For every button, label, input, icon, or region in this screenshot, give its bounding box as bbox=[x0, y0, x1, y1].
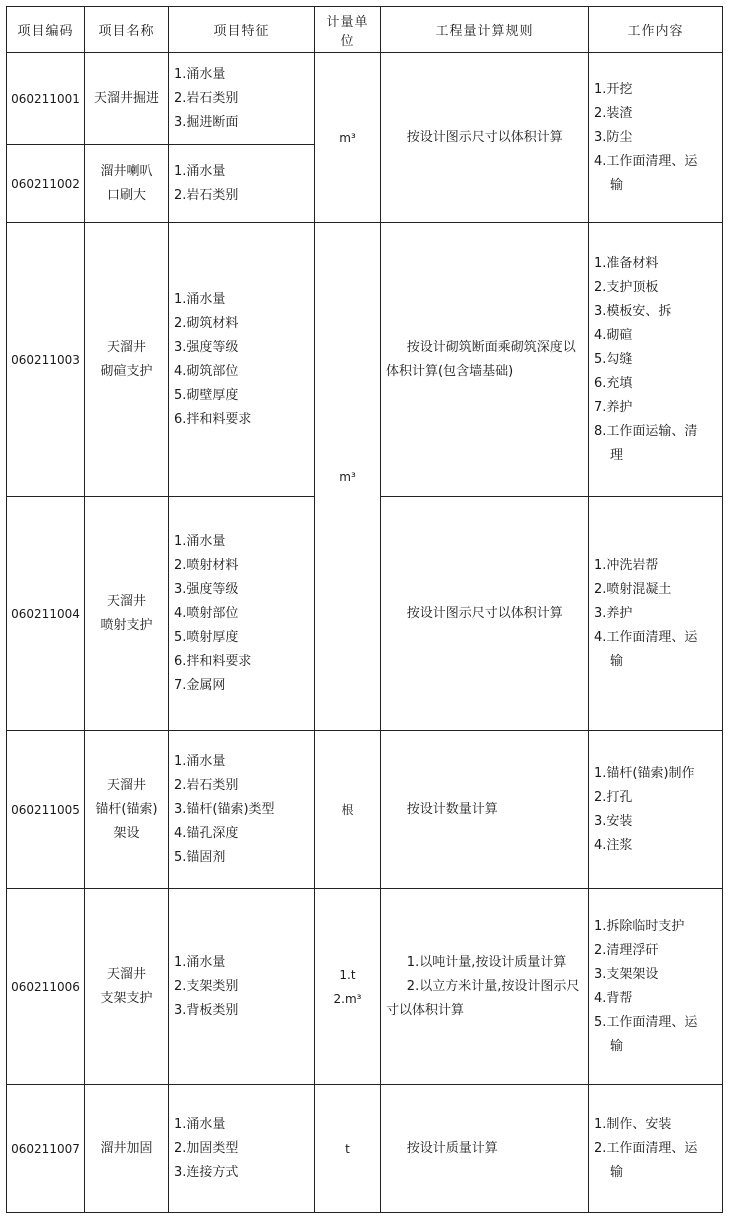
work-line: 1.准备材料 bbox=[594, 255, 659, 271]
work-line: 4.工作面清理、运 bbox=[594, 629, 698, 645]
feature-line: 1.涌水量 bbox=[174, 163, 226, 179]
feature-line: 5.喷射厚度 bbox=[174, 629, 239, 645]
work-line: 8.工作面运输、清 bbox=[594, 423, 698, 439]
work-line: 7.养护 bbox=[594, 399, 633, 415]
work-line: 理 bbox=[610, 447, 624, 463]
feature-line: 6.拌和料要求 bbox=[174, 653, 252, 669]
name-line: 天溜井 bbox=[106, 966, 146, 982]
feature-line: 6.拌和料要求 bbox=[174, 411, 252, 427]
item-name bbox=[85, 223, 169, 497]
name-line: 口刷大 bbox=[106, 187, 146, 203]
header-unit: 计量单位 bbox=[315, 7, 381, 53]
feature-line: 1.涌水量 bbox=[174, 1116, 226, 1132]
table-row bbox=[7, 889, 723, 1085]
work-line: 1.开挖 bbox=[594, 81, 633, 97]
work-line: 1.制作、安装 bbox=[594, 1116, 672, 1132]
work-line: 输 bbox=[610, 177, 624, 193]
item-unit: 根 bbox=[315, 731, 381, 889]
item-code: 060211004 bbox=[7, 497, 85, 731]
feature-line: 1.涌水量 bbox=[174, 291, 226, 307]
item-rule: 按设计图示尺寸以体积计算 bbox=[381, 497, 589, 731]
feature-line: 1.涌水量 bbox=[174, 753, 226, 769]
work-line: 1.冲洗岩帮 bbox=[594, 557, 659, 573]
work-line: 1.拆除临时支护 bbox=[594, 918, 685, 934]
work-line: 3.防尘 bbox=[594, 129, 633, 145]
work-line: 2.支护顶板 bbox=[594, 279, 659, 295]
item-features bbox=[169, 53, 315, 145]
item-code: 060211003 bbox=[7, 223, 85, 497]
feature-line: 2.喷射材料 bbox=[174, 557, 239, 573]
name-line: 支架支护 bbox=[100, 990, 153, 1006]
item-rule: 按设计砌筑断面乘砌筑深度以体积计算(包含墙基础) bbox=[381, 223, 589, 497]
item-unit bbox=[315, 889, 381, 1085]
item-code: 060211001 bbox=[7, 53, 85, 145]
item-rule bbox=[381, 889, 589, 1085]
name-line: 天溜井 bbox=[106, 593, 146, 609]
item-name: 溜井加固 bbox=[85, 1085, 169, 1213]
work-line: 4.工作面清理、运 bbox=[594, 153, 698, 169]
work-line: 2.喷射混凝土 bbox=[594, 581, 672, 597]
table-row bbox=[7, 1085, 723, 1213]
item-work bbox=[589, 497, 723, 731]
item-code: 060211007 bbox=[7, 1085, 85, 1213]
feature-line: 2.岩石类别 bbox=[174, 777, 239, 793]
feature-line: 1.涌水量 bbox=[174, 66, 226, 82]
item-features bbox=[169, 731, 315, 889]
feature-line: 2.支架类别 bbox=[174, 978, 239, 994]
feature-line: 2.岩石类别 bbox=[174, 90, 239, 106]
item-rule: 按设计数量计算 bbox=[381, 731, 589, 889]
work-line: 5.勾缝 bbox=[594, 351, 633, 367]
feature-line: 1.涌水量 bbox=[174, 954, 226, 970]
work-line: 2.打孔 bbox=[594, 789, 633, 805]
table-row bbox=[7, 223, 723, 497]
name-line: 溜井喇叭 bbox=[100, 163, 153, 179]
name-line: 架设 bbox=[113, 825, 140, 841]
work-line: 3.模板安、拆 bbox=[594, 303, 672, 319]
work-line: 3.支架架设 bbox=[594, 966, 659, 982]
feature-line: 3.连接方式 bbox=[174, 1164, 239, 1180]
item-features bbox=[169, 145, 315, 223]
work-line: 输 bbox=[610, 1164, 624, 1180]
header-features: 项目特征 bbox=[169, 7, 315, 53]
name-line: 锚杆(锚索) bbox=[95, 801, 158, 817]
name-line: 砌碹支护 bbox=[100, 363, 153, 379]
item-code: 060211005 bbox=[7, 731, 85, 889]
work-line: 输 bbox=[610, 1038, 624, 1054]
work-line: 5.工作面清理、运 bbox=[594, 1014, 698, 1030]
item-code: 060211006 bbox=[7, 889, 85, 1085]
table-row bbox=[7, 53, 723, 145]
item-name: 天溜井掘进 bbox=[85, 53, 169, 145]
work-line: 2.清理浮矸 bbox=[594, 942, 659, 958]
feature-line: 3.掘进断面 bbox=[174, 114, 239, 130]
header-work: 工作内容 bbox=[589, 7, 723, 53]
item-unit: m³ bbox=[315, 223, 381, 731]
header-name: 项目名称 bbox=[85, 7, 169, 53]
work-line: 4.背帮 bbox=[594, 990, 633, 1006]
bill-of-quantities-table bbox=[6, 6, 723, 1213]
item-work bbox=[589, 223, 723, 497]
unit-line: 2.m³ bbox=[333, 991, 362, 1006]
name-line: 天溜井 bbox=[106, 339, 146, 355]
item-name bbox=[85, 497, 169, 731]
item-work bbox=[589, 1085, 723, 1213]
work-line: 6.充填 bbox=[594, 375, 633, 391]
item-rule: 按设计图示尺寸以体积计算 bbox=[381, 53, 589, 223]
item-features bbox=[169, 223, 315, 497]
feature-line: 2.加固类型 bbox=[174, 1140, 239, 1156]
work-line: 1.锚杆(锚索)制作 bbox=[594, 765, 695, 781]
header-rule: 工程量计算规则 bbox=[381, 7, 589, 53]
table-row bbox=[7, 731, 723, 889]
item-work bbox=[589, 53, 723, 223]
header-code: 项目编码 bbox=[7, 7, 85, 53]
item-rule: 按设计质量计算 bbox=[381, 1085, 589, 1213]
header-row bbox=[7, 7, 723, 53]
item-work bbox=[589, 731, 723, 889]
item-work bbox=[589, 889, 723, 1085]
rule-line: 2.以立方米计量,按设计图示尺寸以体积计算 bbox=[386, 978, 580, 1018]
work-line: 3.安装 bbox=[594, 813, 633, 829]
name-line: 天溜井 bbox=[106, 777, 146, 793]
item-code: 060211002 bbox=[7, 145, 85, 223]
feature-line: 5.锚固剂 bbox=[174, 849, 226, 865]
item-unit: t bbox=[315, 1085, 381, 1213]
feature-line: 5.砌壁厚度 bbox=[174, 387, 239, 403]
feature-line: 3.强度等级 bbox=[174, 339, 239, 355]
item-features bbox=[169, 1085, 315, 1213]
work-line: 4.注浆 bbox=[594, 837, 633, 853]
feature-line: 7.金属网 bbox=[174, 677, 226, 693]
feature-line: 1.涌水量 bbox=[174, 533, 226, 549]
item-name bbox=[85, 145, 169, 223]
work-line: 3.养护 bbox=[594, 605, 633, 621]
item-features bbox=[169, 497, 315, 731]
item-name bbox=[85, 889, 169, 1085]
rule-line: 1.以吨计量,按设计质量计算 bbox=[406, 954, 567, 970]
feature-line: 4.砌筑部位 bbox=[174, 363, 239, 379]
item-unit: m³ bbox=[315, 53, 381, 223]
unit-line: 1.t bbox=[339, 967, 356, 982]
feature-line: 4.锚孔深度 bbox=[174, 825, 239, 841]
name-line: 喷射支护 bbox=[100, 617, 153, 633]
work-line: 2.装渣 bbox=[594, 105, 633, 121]
feature-line: 3.背板类别 bbox=[174, 1002, 239, 1018]
work-line: 2.工作面清理、运 bbox=[594, 1140, 698, 1156]
work-line: 输 bbox=[610, 653, 624, 669]
item-features bbox=[169, 889, 315, 1085]
feature-line: 2.砌筑材料 bbox=[174, 315, 239, 331]
feature-line: 2.岩石类别 bbox=[174, 187, 239, 203]
feature-line: 3.强度等级 bbox=[174, 581, 239, 597]
work-line: 4.砌碹 bbox=[594, 327, 633, 343]
feature-line: 3.锚杆(锚索)类型 bbox=[174, 801, 275, 817]
item-name bbox=[85, 731, 169, 889]
feature-line: 4.喷射部位 bbox=[174, 605, 239, 621]
